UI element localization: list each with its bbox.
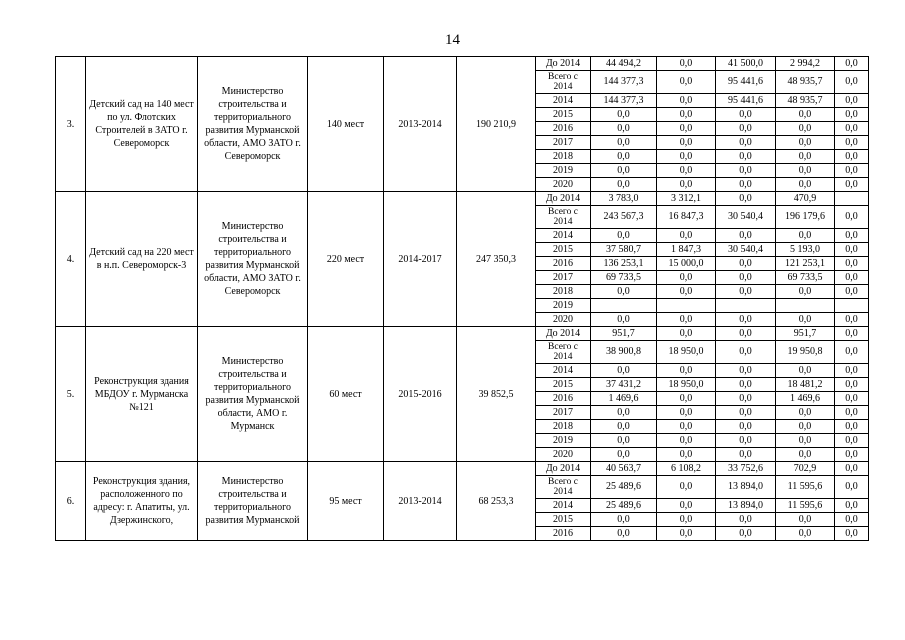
year-cell: До 2014 xyxy=(536,327,591,341)
value-total: 3 783,0 xyxy=(591,192,657,206)
project-index: 3. xyxy=(56,57,86,192)
value-total: 0,0 xyxy=(591,136,657,150)
value-federal: 18 950,0 xyxy=(657,341,716,364)
value-local: 951,7 xyxy=(776,327,835,341)
value-regional: 0,0 xyxy=(716,122,776,136)
value-federal: 0,0 xyxy=(657,434,716,448)
value-total xyxy=(591,299,657,313)
value-local: 1 469,6 xyxy=(776,392,835,406)
value-total: 243 567,3 xyxy=(591,206,657,229)
year-cell: 2017 xyxy=(536,406,591,420)
value-regional: 0,0 xyxy=(716,341,776,364)
value-local: 48 935,7 xyxy=(776,71,835,94)
value-federal: 0,0 xyxy=(657,476,716,499)
value-local: 2 994,2 xyxy=(776,57,835,71)
value-federal: 18 950,0 xyxy=(657,378,716,392)
value-federal: 0,0 xyxy=(657,285,716,299)
value-regional: 0,0 xyxy=(716,257,776,271)
value-local: 0,0 xyxy=(776,150,835,164)
year-cell: 2017 xyxy=(536,136,591,150)
value-other: 0,0 xyxy=(835,122,869,136)
value-federal: 0,0 xyxy=(657,527,716,541)
project-customer: Министерство строительства и территориального развития Мурманской области, АМО г. Мурманск xyxy=(198,327,308,462)
year-cell: Всего с 2014 xyxy=(536,476,591,499)
project-cost: 190 210,9 xyxy=(457,57,536,192)
value-regional: 13 894,0 xyxy=(716,499,776,513)
value-federal: 0,0 xyxy=(657,94,716,108)
project-capacity: 95 мест xyxy=(308,462,384,541)
value-federal: 0,0 xyxy=(657,122,716,136)
project-capacity: 60 мест xyxy=(308,327,384,462)
value-regional: 0,0 xyxy=(716,434,776,448)
value-local: 0,0 xyxy=(776,122,835,136)
value-local: 0,0 xyxy=(776,420,835,434)
value-total: 0,0 xyxy=(591,229,657,243)
value-federal: 3 312,1 xyxy=(657,192,716,206)
value-other: 0,0 xyxy=(835,136,869,150)
value-regional: 41 500,0 xyxy=(716,57,776,71)
value-regional xyxy=(716,299,776,313)
value-federal: 0,0 xyxy=(657,108,716,122)
value-federal: 0,0 xyxy=(657,327,716,341)
value-other: 0,0 xyxy=(835,341,869,364)
value-federal: 0,0 xyxy=(657,513,716,527)
value-federal: 6 108,2 xyxy=(657,462,716,476)
value-regional: 95 441,6 xyxy=(716,71,776,94)
value-federal: 0,0 xyxy=(657,164,716,178)
value-total: 0,0 xyxy=(591,434,657,448)
value-regional: 0,0 xyxy=(716,406,776,420)
value-regional: 0,0 xyxy=(716,229,776,243)
value-other: 0,0 xyxy=(835,108,869,122)
value-total: 0,0 xyxy=(591,150,657,164)
year-cell: 2016 xyxy=(536,527,591,541)
year-cell: 2018 xyxy=(536,150,591,164)
value-other: 0,0 xyxy=(835,406,869,420)
value-other: 0,0 xyxy=(835,57,869,71)
value-federal: 1 847,3 xyxy=(657,243,716,257)
value-federal: 16 847,3 xyxy=(657,206,716,229)
value-other: 0,0 xyxy=(835,178,869,192)
project-customer: Министерство строительства и территориального развития Мурманской области, АМО ЗАТО г. Североморск xyxy=(198,57,308,192)
value-federal: 0,0 xyxy=(657,150,716,164)
year-cell: 2016 xyxy=(536,392,591,406)
value-other: 0,0 xyxy=(835,434,869,448)
value-other: 0,0 xyxy=(835,206,869,229)
project-name: Реконструкция здания МБДОУ г. Мурманска №121 xyxy=(86,327,198,462)
value-other: 0,0 xyxy=(835,229,869,243)
year-cell: 2020 xyxy=(536,448,591,462)
value-total: 0,0 xyxy=(591,364,657,378)
value-federal: 15 000,0 xyxy=(657,257,716,271)
project-period: 2014-2017 xyxy=(384,192,457,327)
table-row xyxy=(56,327,869,341)
value-total: 0,0 xyxy=(591,164,657,178)
value-total: 69 733,5 xyxy=(591,271,657,285)
value-total: 37 431,2 xyxy=(591,378,657,392)
value-regional: 13 894,0 xyxy=(716,476,776,499)
value-local: 0,0 xyxy=(776,364,835,378)
value-regional: 0,0 xyxy=(716,285,776,299)
year-cell: 2015 xyxy=(536,513,591,527)
value-other: 0,0 xyxy=(835,257,869,271)
value-federal: 0,0 xyxy=(657,229,716,243)
value-local: 0,0 xyxy=(776,136,835,150)
table-body xyxy=(56,57,869,541)
value-regional: 0,0 xyxy=(716,378,776,392)
value-federal: 0,0 xyxy=(657,313,716,327)
value-other: 0,0 xyxy=(835,476,869,499)
value-total: 25 489,6 xyxy=(591,476,657,499)
value-regional: 0,0 xyxy=(716,150,776,164)
value-other: 0,0 xyxy=(835,271,869,285)
project-name: Реконструкция здания, расположенного по адресу: г. Апатиты, ул. Дзержинского, xyxy=(86,462,198,541)
project-period: 2013-2014 xyxy=(384,462,457,541)
value-federal: 0,0 xyxy=(657,406,716,420)
value-total: 37 580,7 xyxy=(591,243,657,257)
project-capacity: 140 мест xyxy=(308,57,384,192)
value-other xyxy=(835,192,869,206)
value-local: 18 481,2 xyxy=(776,378,835,392)
value-local: 121 253,1 xyxy=(776,257,835,271)
value-regional: 95 441,6 xyxy=(716,94,776,108)
value-other: 0,0 xyxy=(835,164,869,178)
project-index: 4. xyxy=(56,192,86,327)
year-cell: 2014 xyxy=(536,364,591,378)
year-cell: 2019 xyxy=(536,299,591,313)
value-local: 0,0 xyxy=(776,313,835,327)
value-local: 470,9 xyxy=(776,192,835,206)
year-cell: 2019 xyxy=(536,434,591,448)
value-federal: 0,0 xyxy=(657,499,716,513)
value-local: 19 950,8 xyxy=(776,341,835,364)
value-regional: 30 540,4 xyxy=(716,243,776,257)
value-other: 0,0 xyxy=(835,243,869,257)
value-total: 0,0 xyxy=(591,448,657,462)
year-cell: 2018 xyxy=(536,420,591,434)
project-cost: 39 852,5 xyxy=(457,327,536,462)
value-local: 0,0 xyxy=(776,229,835,243)
value-regional: 0,0 xyxy=(716,178,776,192)
value-federal: 0,0 xyxy=(657,420,716,434)
value-total: 0,0 xyxy=(591,420,657,434)
project-period: 2015-2016 xyxy=(384,327,457,462)
value-local: 0,0 xyxy=(776,108,835,122)
budget-table xyxy=(55,56,869,541)
value-local: 0,0 xyxy=(776,164,835,178)
value-total: 25 489,6 xyxy=(591,499,657,513)
project-customer: Министерство строительства и территориального развития Мурманской xyxy=(198,462,308,541)
value-other: 0,0 xyxy=(835,285,869,299)
project-cost: 68 253,3 xyxy=(457,462,536,541)
value-total: 136 253,1 xyxy=(591,257,657,271)
value-other: 0,0 xyxy=(835,499,869,513)
year-cell: 2015 xyxy=(536,243,591,257)
value-other: 0,0 xyxy=(835,71,869,94)
year-cell: 2019 xyxy=(536,164,591,178)
value-other: 0,0 xyxy=(835,150,869,164)
project-index: 6. xyxy=(56,462,86,541)
value-other: 0,0 xyxy=(835,378,869,392)
table-row xyxy=(56,462,869,476)
table-row xyxy=(56,192,869,206)
value-regional: 0,0 xyxy=(716,420,776,434)
year-cell: 2016 xyxy=(536,122,591,136)
value-total: 0,0 xyxy=(591,285,657,299)
value-other: 0,0 xyxy=(835,513,869,527)
year-cell: До 2014 xyxy=(536,57,591,71)
year-cell: 2014 xyxy=(536,94,591,108)
value-regional: 0,0 xyxy=(716,364,776,378)
project-name: Детский сад на 140 мест по ул. Флотских Строителей в ЗАТО г. Североморск xyxy=(86,57,198,192)
value-local: 0,0 xyxy=(776,513,835,527)
value-regional: 0,0 xyxy=(716,136,776,150)
year-cell: Всего с 2014 xyxy=(536,71,591,94)
project-cost: 247 350,3 xyxy=(457,192,536,327)
year-cell: Всего с 2014 xyxy=(536,341,591,364)
value-local: 702,9 xyxy=(776,462,835,476)
year-cell: 2015 xyxy=(536,378,591,392)
value-local: 5 193,0 xyxy=(776,243,835,257)
year-cell: 2014 xyxy=(536,499,591,513)
page-number: 14 xyxy=(445,32,460,48)
value-total: 0,0 xyxy=(591,108,657,122)
value-total: 1 469,6 xyxy=(591,392,657,406)
value-regional: 0,0 xyxy=(716,192,776,206)
value-regional: 0,0 xyxy=(716,327,776,341)
value-local: 48 935,7 xyxy=(776,94,835,108)
value-federal: 0,0 xyxy=(657,57,716,71)
value-other: 0,0 xyxy=(835,448,869,462)
project-name: Детский сад на 220 мест в н.п. Североморск-3 xyxy=(86,192,198,327)
value-regional: 0,0 xyxy=(716,513,776,527)
value-federal: 0,0 xyxy=(657,271,716,285)
project-capacity: 220 мест xyxy=(308,192,384,327)
value-regional: 0,0 xyxy=(716,108,776,122)
project-period: 2013-2014 xyxy=(384,57,457,192)
value-total: 40 563,7 xyxy=(591,462,657,476)
year-cell: 2014 xyxy=(536,229,591,243)
value-local: 0,0 xyxy=(776,434,835,448)
value-total: 44 494,2 xyxy=(591,57,657,71)
year-cell: 2020 xyxy=(536,178,591,192)
value-regional: 0,0 xyxy=(716,313,776,327)
value-local: 0,0 xyxy=(776,178,835,192)
value-total: 0,0 xyxy=(591,513,657,527)
value-regional: 0,0 xyxy=(716,164,776,178)
year-cell: Всего с 2014 xyxy=(536,206,591,229)
value-total: 38 900,8 xyxy=(591,341,657,364)
value-total: 0,0 xyxy=(591,178,657,192)
value-total: 144 377,3 xyxy=(591,71,657,94)
year-cell: До 2014 xyxy=(536,192,591,206)
value-other: 0,0 xyxy=(835,392,869,406)
value-local: 69 733,5 xyxy=(776,271,835,285)
value-other: 0,0 xyxy=(835,364,869,378)
value-total: 0,0 xyxy=(591,527,657,541)
value-local: 196 179,6 xyxy=(776,206,835,229)
value-other: 0,0 xyxy=(835,527,869,541)
value-federal: 0,0 xyxy=(657,392,716,406)
value-local: 0,0 xyxy=(776,527,835,541)
value-federal: 0,0 xyxy=(657,71,716,94)
value-federal: 0,0 xyxy=(657,178,716,192)
year-cell: 2018 xyxy=(536,285,591,299)
value-local xyxy=(776,299,835,313)
project-index: 5. xyxy=(56,327,86,462)
value-other: 0,0 xyxy=(835,94,869,108)
value-other: 0,0 xyxy=(835,313,869,327)
value-regional: 33 752,6 xyxy=(716,462,776,476)
value-local: 11 595,6 xyxy=(776,476,835,499)
value-federal: 0,0 xyxy=(657,364,716,378)
value-regional: 0,0 xyxy=(716,392,776,406)
value-federal xyxy=(657,299,716,313)
value-regional: 30 540,4 xyxy=(716,206,776,229)
value-total: 0,0 xyxy=(591,313,657,327)
value-local: 0,0 xyxy=(776,406,835,420)
value-total: 144 377,3 xyxy=(591,94,657,108)
year-cell: До 2014 xyxy=(536,462,591,476)
value-other: 0,0 xyxy=(835,462,869,476)
value-regional: 0,0 xyxy=(716,271,776,285)
year-cell: 2016 xyxy=(536,257,591,271)
table-row xyxy=(56,57,869,71)
value-regional: 0,0 xyxy=(716,448,776,462)
value-local: 11 595,6 xyxy=(776,499,835,513)
year-cell: 2017 xyxy=(536,271,591,285)
value-local: 0,0 xyxy=(776,448,835,462)
value-total: 0,0 xyxy=(591,406,657,420)
project-customer: Министерство строительства и территориального развития Мурманской области, АМО ЗАТО г. Североморск xyxy=(198,192,308,327)
value-other: 0,0 xyxy=(835,327,869,341)
value-other xyxy=(835,299,869,313)
year-cell: 2020 xyxy=(536,313,591,327)
value-federal: 0,0 xyxy=(657,448,716,462)
year-cell: 2015 xyxy=(536,108,591,122)
value-federal: 0,0 xyxy=(657,136,716,150)
value-total: 0,0 xyxy=(591,122,657,136)
value-regional: 0,0 xyxy=(716,527,776,541)
value-other: 0,0 xyxy=(835,420,869,434)
value-total: 951,7 xyxy=(591,327,657,341)
value-local: 0,0 xyxy=(776,285,835,299)
